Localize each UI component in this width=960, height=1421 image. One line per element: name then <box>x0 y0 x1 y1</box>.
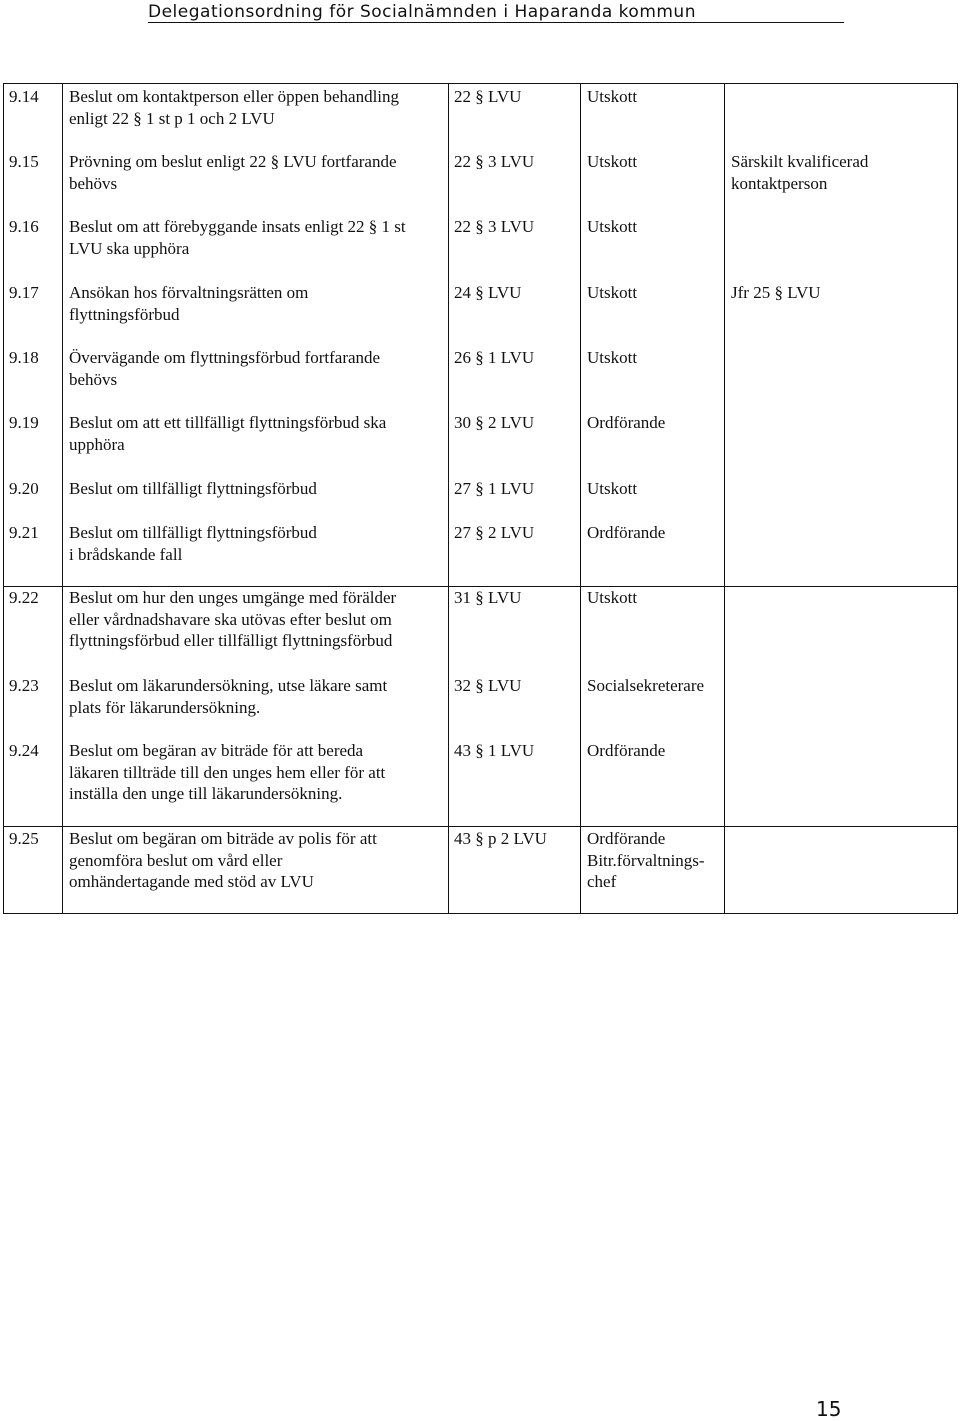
row-delegate: Utskott <box>587 152 638 171</box>
header-rule <box>148 22 844 23</box>
row-delegate: Socialsekreterare <box>587 676 705 695</box>
row-number: 9.23 <box>9 676 39 695</box>
row-legal-ref: 24 § LVU <box>454 283 522 302</box>
row-delegate: Utskott <box>587 479 638 498</box>
page-number: 15 <box>816 1397 842 1421</box>
row-description: Beslut om begäran om biträde av polis för att genomföra beslut om vård eller omhändertagande med stöd av LVU <box>69 829 377 891</box>
row-delegate: Utskott <box>587 87 638 106</box>
row-number: 9.20 <box>9 479 39 498</box>
row-delegate: Utskott <box>587 348 638 367</box>
row-legal-ref: 22 § 3 LVU <box>454 217 535 236</box>
row-number: 9.15 <box>9 152 39 171</box>
document-header: Delegationsordning för Socialnämnden i Haparanda kommun <box>148 2 696 22</box>
row-number: 9.21 <box>9 523 39 542</box>
row-delegate: Ordförande Bitr.förvaltnings- chef <box>587 829 705 891</box>
row-description: Beslut om hur den unges umgänge med förälder eller vårdnadshavare ska utövas efter beslut om flyttningsförbud eller tillfälligt flyttningsförbud <box>69 588 397 650</box>
row-number: 9.16 <box>9 217 39 236</box>
row-description: Ansökan hos förvaltningsrätten om flyttningsförbud <box>69 283 309 324</box>
row-legal-ref: 31 § LVU <box>454 588 522 607</box>
row-delegate: Utskott <box>587 588 638 607</box>
row-description: Övervägande om flyttningsförbud fortfarande behövs <box>69 348 381 389</box>
row-description: Beslut om läkarundersökning, utse läkare samt plats för läkarundersökning. <box>69 676 388 717</box>
row-number: 9.14 <box>9 87 39 106</box>
row-delegate: Ordförande <box>587 413 666 432</box>
column-divider <box>724 83 725 914</box>
row-description: Prövning om beslut enligt 22 § LVU fortfarande behövs <box>69 152 397 193</box>
row-delegate: Utskott <box>587 283 638 302</box>
row-legal-ref: 22 § LVU <box>454 87 522 106</box>
row-note: Särskilt kvalificerad kontaktperson <box>731 152 869 193</box>
row-note: Jfr 25 § LVU <box>731 283 821 302</box>
row-number: 9.25 <box>9 829 39 848</box>
row-number: 9.22 <box>9 588 39 607</box>
row-legal-ref: 32 § LVU <box>454 676 522 695</box>
row-description: Beslut om tillfälligt flyttningsförbud i brådskande fall <box>69 523 317 564</box>
row-legal-ref: 43 § p 2 LVU <box>454 829 547 848</box>
row-legal-ref: 27 § 1 LVU <box>454 479 535 498</box>
column-divider <box>62 83 63 914</box>
row-legal-ref: 26 § 1 LVU <box>454 348 535 367</box>
row-legal-ref: 27 § 2 LVU <box>454 523 535 542</box>
row-legal-ref: 43 § 1 LVU <box>454 741 535 760</box>
column-divider <box>448 83 449 914</box>
row-delegate: Utskott <box>587 217 638 236</box>
row-delegate: Ordförande <box>587 741 666 760</box>
column-divider <box>580 83 581 914</box>
row-description: Beslut om tillfälligt flyttningsförbud <box>69 479 317 498</box>
row-legal-ref: 30 § 2 LVU <box>454 413 535 432</box>
row-description: Beslut om kontaktperson eller öppen behandling enligt 22 § 1 st p 1 och 2 LVU <box>69 87 400 128</box>
row-number: 9.18 <box>9 348 39 367</box>
row-number: 9.19 <box>9 413 39 432</box>
row-divider <box>3 826 958 827</box>
row-description: Beslut om att förebyggande insats enligt 22 § 1 st LVU ska upphöra <box>69 217 406 258</box>
row-delegate: Ordförande <box>587 523 666 542</box>
row-legal-ref: 22 § 3 LVU <box>454 152 535 171</box>
row-number: 9.24 <box>9 741 39 760</box>
row-number: 9.17 <box>9 283 39 302</box>
row-description: Beslut om begäran av biträde för att bereda läkaren tillträde till den unges hem eller för att inställa den unge till läkarundersökning. <box>69 741 386 803</box>
row-description: Beslut om att ett tillfälligt flyttningsförbud ska upphöra <box>69 413 387 454</box>
